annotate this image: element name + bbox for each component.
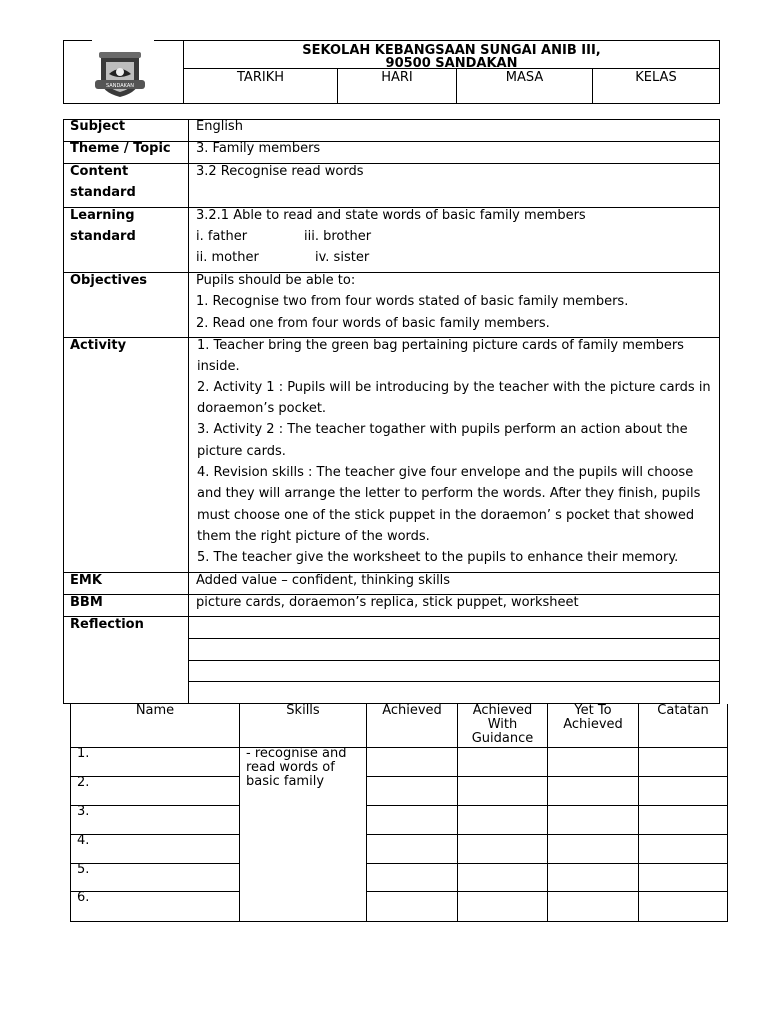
learning-item-brother: iii. brother: [304, 229, 372, 244]
name-header: Name: [135, 703, 175, 718]
student-row-number: 3.: [77, 804, 90, 819]
skills-description: basic family: [246, 774, 325, 789]
activity-line: 4. Revision skills : The teacher give four envelope and the pupils will choose: [197, 465, 694, 480]
skills-header: Skills: [286, 703, 320, 718]
student-row-number: 4.: [77, 833, 90, 848]
activity-line: 2. Activity 1 : Pupils will be introducing by the teacher with the picture cards in: [197, 380, 711, 395]
achieved-with-guidance-header: Guidance: [471, 731, 534, 746]
kelas-label: KELAS: [635, 70, 677, 85]
skills-description: - recognise and: [246, 746, 347, 761]
yet-to-achieved-header: Achieved: [563, 717, 623, 732]
masa-label: MASA: [505, 70, 544, 85]
emk-value: Added value – confident, thinking skills: [196, 573, 451, 588]
achieved-with-guidance-header: Achieved: [472, 703, 533, 718]
activity-line: 1. Teacher bring the green bag pertaining picture cards of family members: [197, 338, 684, 353]
theme-label: Theme / Topic: [70, 141, 171, 156]
catatan-header: Catatan: [657, 703, 709, 718]
objectives-line: 1. Recognise two from four words stated of basic family members.: [196, 294, 629, 309]
school-logo: [93, 50, 147, 100]
learning-item-father: i. father: [196, 229, 248, 244]
student-row-number: 6.: [77, 890, 90, 905]
activity-line: and they will arrange the letter to perform the words. After they finish, pupils: [197, 486, 701, 501]
yet-to-achieved-header: Yet To: [574, 703, 612, 718]
subject-value: English: [196, 119, 243, 134]
tarikh-label: TARIKH: [237, 70, 284, 85]
bbm-label: BBM: [70, 595, 103, 610]
content-standard-label: Content: [70, 164, 129, 179]
learning-standard-text: 3.2.1 Able to read and state words of basic family members: [196, 208, 586, 223]
bbm-value: picture cards, doraemon’s replica, stick puppet, worksheet: [196, 595, 579, 610]
student-row-number: 5.: [77, 862, 90, 877]
emk-label: EMK: [70, 573, 102, 588]
activity-line: 3. Activity 2 : The teacher togather with pupils perform an action about the: [197, 422, 688, 437]
activity-line: them the right picture of the words.: [197, 529, 430, 544]
skills-description: read words of: [246, 760, 335, 775]
student-row-number: 2.: [77, 775, 90, 790]
objectives-line: Pupils should be able to:: [196, 273, 356, 288]
school-name: SEKOLAH KEBANGSAAN SUNGAI ANIB III,: [302, 43, 601, 58]
achieved-header: Achieved: [382, 703, 442, 718]
learning-standard-label: Learning: [70, 208, 135, 223]
activity-line: must choose one of the stick puppet in the doraemon’ s pocket that showed: [197, 508, 695, 523]
subject-label: Subject: [70, 119, 126, 134]
theme-value: 3. Family members: [196, 141, 321, 156]
activity-line: picture cards.: [197, 444, 286, 459]
learning-item-mother: ii. mother: [196, 250, 259, 265]
objectives-label: Objectives: [70, 273, 148, 288]
content-standard-value: 3.2 Recognise read words: [196, 164, 364, 179]
activity-line: 5. The teacher give the worksheet to the pupils to enhance their memory.: [197, 550, 679, 565]
learning-standard-label-2: standard: [70, 229, 136, 244]
hari-label: HARI: [381, 70, 413, 85]
learning-item-sister: iv. sister: [315, 250, 370, 265]
student-row-number: 1.: [77, 746, 90, 761]
activity-line: doraemon’s pocket.: [197, 401, 327, 416]
activity-label: Activity: [70, 338, 127, 353]
activity-line: inside.: [197, 359, 240, 374]
reflection-label: Reflection: [70, 617, 144, 632]
logo-caption: SANDAKAN: [106, 83, 134, 89]
objectives-line: 2. Read one from four words of basic family members.: [196, 316, 550, 331]
achieved-with-guidance-header: With: [487, 717, 518, 732]
school-address: 90500 SANDAKAN: [385, 56, 518, 71]
content-standard-label-2: standard: [70, 185, 136, 200]
